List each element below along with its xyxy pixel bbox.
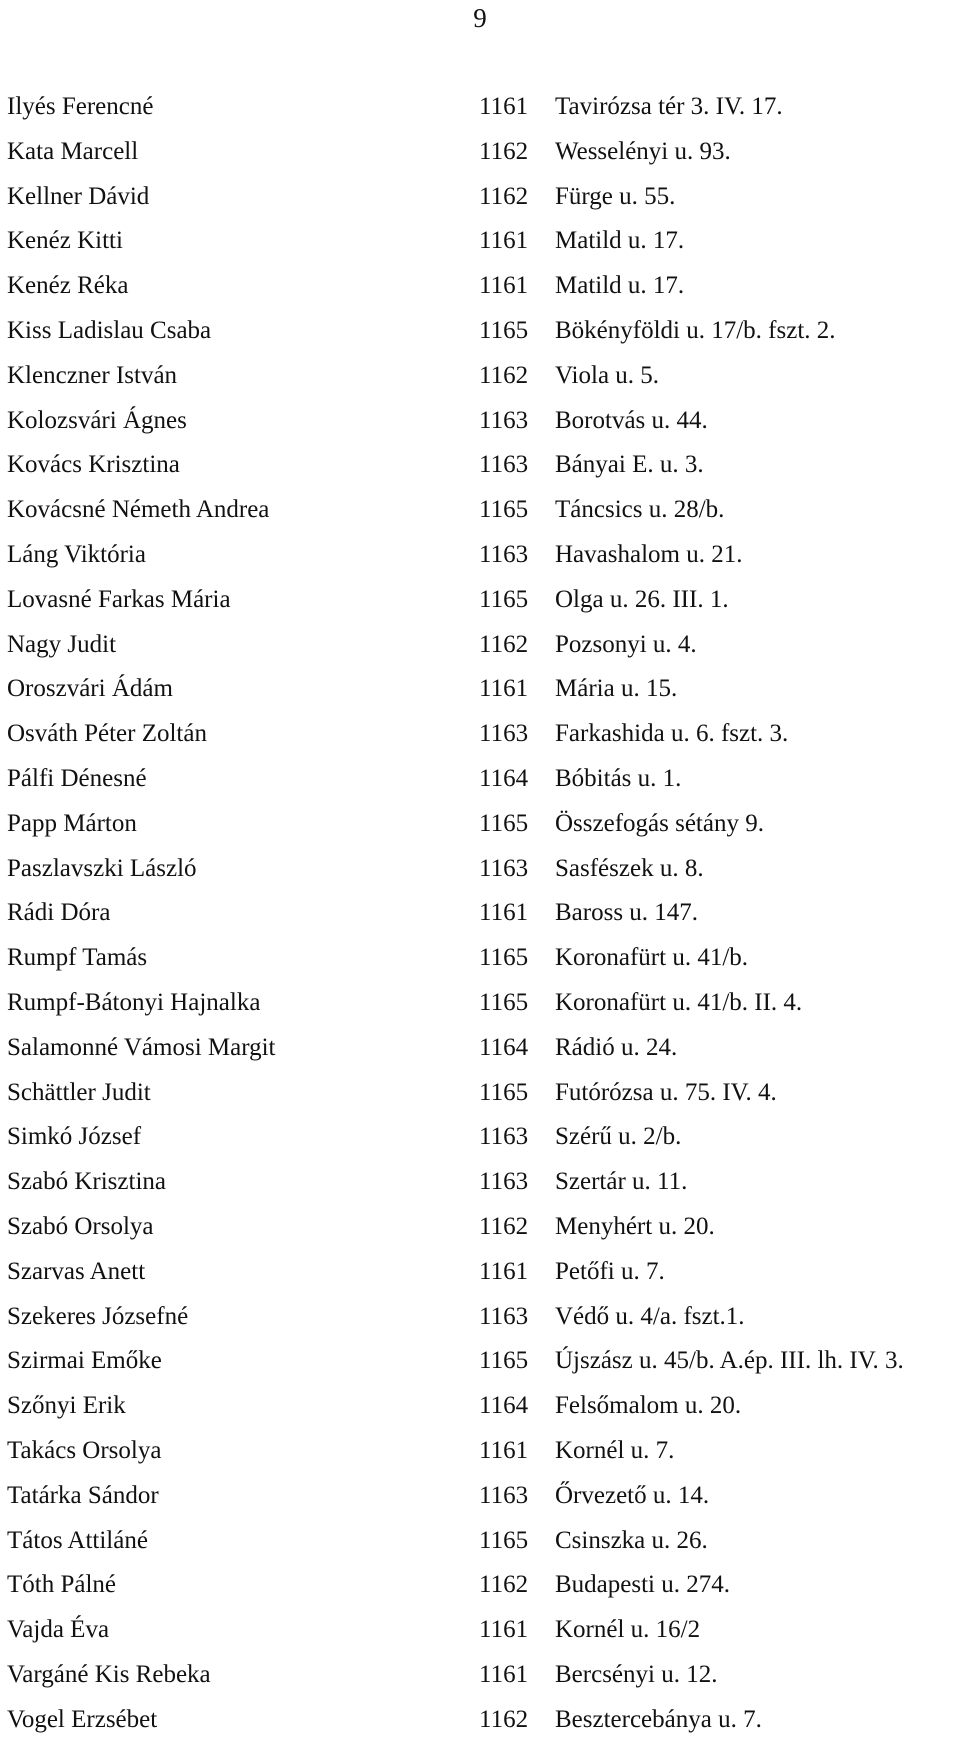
postal-code: 1161 (479, 1436, 529, 1464)
person-name: Paszlavszki László (7, 854, 197, 882)
person-name: Kenéz Kitti (7, 227, 123, 255)
postal-code: 1163 (479, 1481, 529, 1509)
street-address: Sasfészek u. 8. (555, 854, 704, 882)
list-item (0, 1122, 960, 1167)
list-item (0, 182, 960, 227)
postal-code: 1161 (479, 899, 529, 927)
postal-code: 1165 (479, 809, 529, 837)
person-name: Ilyés Ferencné (7, 93, 154, 120)
postal-code: 1162 (479, 1571, 529, 1599)
person-name: Kellner Dávid (7, 182, 150, 210)
list-item (0, 1570, 960, 1615)
person-name: Szirmai Emőke (7, 1347, 162, 1375)
postal-code: 1165 (479, 1347, 529, 1375)
postal-code: 1162 (479, 182, 529, 210)
street-address: Csinszka u. 26. (555, 1526, 708, 1554)
street-address: Őrvezető u. 14. (555, 1481, 710, 1509)
person-name: Vargáné Kis Rebeka (7, 1660, 211, 1688)
person-name: Lovasné Farkas Mária (7, 585, 231, 613)
street-address: Felsőmalom u. 20. (555, 1392, 742, 1420)
list-item (0, 1705, 960, 1749)
directory-list (0, 92, 960, 1749)
street-address: Besztercebánya u. 7. (555, 1705, 762, 1733)
list-item (0, 1078, 960, 1123)
list-item (0, 540, 960, 585)
person-name: Rádi Dóra (7, 899, 111, 927)
street-address: Koronafürt u. 41/b. II. 4. (555, 988, 803, 1016)
list-item (0, 1391, 960, 1436)
person-name: Rumpf-Bátonyi Hajnalka (7, 988, 261, 1016)
street-address: Petőfi u. 7. (555, 1257, 665, 1285)
street-address: Havashalom u. 21. (555, 540, 743, 568)
postal-code: 1161 (479, 93, 529, 120)
postal-code: 1163 (479, 540, 529, 568)
person-name: Vajda Éva (7, 1616, 110, 1644)
page-number: 9 (473, 3, 487, 33)
street-address: Olga u. 26. III. 1. (555, 585, 729, 613)
postal-code: 1163 (479, 1302, 529, 1330)
street-address: Farkashida u. 6. fszt. 3. (555, 720, 789, 748)
person-name: Kenéz Réka (7, 272, 129, 300)
street-address: Védő u. 4/a. fszt.1. (555, 1302, 745, 1330)
list-item (0, 271, 960, 316)
postal-code: 1163 (479, 1123, 529, 1151)
street-address: Szertár u. 11. (555, 1168, 688, 1196)
list-item (0, 1526, 960, 1571)
list-item (0, 361, 960, 406)
postal-code: 1161 (479, 1616, 529, 1644)
postal-code: 1164 (479, 1033, 529, 1061)
postal-code: 1163 (479, 720, 529, 748)
list-item (0, 1481, 960, 1526)
street-address: Wesselényi u. 93. (555, 137, 731, 165)
person-name: Szekeres Józsefné (7, 1302, 189, 1330)
person-name: Tóth Pálné (7, 1571, 117, 1599)
postal-code: 1164 (479, 764, 529, 792)
street-address: Futórózsa u. 75. IV. 4. (555, 1078, 777, 1106)
person-name: Tatárka Sándor (7, 1481, 159, 1509)
person-name: Vogel Erzsébet (7, 1705, 158, 1733)
list-item (0, 764, 960, 809)
postal-code: 1162 (479, 1212, 529, 1240)
list-item (0, 854, 960, 899)
list-item (0, 450, 960, 495)
person-name: Kovácsné Németh Andrea (7, 496, 270, 524)
postal-code: 1162 (479, 137, 529, 165)
person-name: Oroszvári Ádám (7, 675, 173, 703)
person-name: Takács Orsolya (7, 1436, 162, 1464)
person-name: Láng Viktória (7, 540, 146, 568)
street-address: Mária u. 15. (555, 675, 678, 703)
person-name: Papp Márton (7, 809, 137, 837)
street-address: Kornél u. 16/2 (555, 1616, 701, 1644)
person-name: Rumpf Tamás (7, 944, 148, 972)
postal-code: 1163 (479, 1168, 529, 1196)
person-name: Simkó József (7, 1123, 142, 1151)
person-name: Kolozsvári Ágnes (7, 406, 187, 434)
list-item (0, 1436, 960, 1481)
street-address: Bányai E. u. 3. (555, 451, 704, 479)
postal-code: 1165 (479, 1078, 529, 1106)
street-address: Viola u. 5. (555, 361, 660, 389)
person-name: Pálfi Dénesné (7, 764, 147, 792)
street-address: Matild u. 17. (555, 227, 685, 255)
postal-code: 1165 (479, 944, 529, 972)
list-item (0, 1033, 960, 1078)
street-address: Újszász u. 45/b. A.ép. III. lh. IV. 3. (555, 1347, 904, 1375)
postal-code: 1165 (479, 1526, 529, 1554)
postal-code: 1162 (479, 1705, 529, 1733)
list-item (0, 1302, 960, 1347)
list-item (0, 316, 960, 361)
street-address: Matild u. 17. (555, 272, 685, 300)
street-address: Összefogás sétány 9. (555, 809, 764, 837)
list-item (0, 1346, 960, 1391)
postal-code: 1165 (479, 988, 529, 1016)
list-item (0, 719, 960, 764)
list-item (0, 92, 960, 137)
list-item (0, 585, 960, 630)
street-address: Táncsics u. 28/b. (555, 496, 725, 524)
person-name: Osváth Péter Zoltán (7, 720, 207, 748)
postal-code: 1161 (479, 1660, 529, 1688)
postal-code: 1165 (479, 316, 529, 344)
list-item (0, 1257, 960, 1302)
list-item (0, 943, 960, 988)
postal-code: 1165 (479, 585, 529, 613)
list-item (0, 809, 960, 854)
person-name: Szőnyi Erik (7, 1392, 126, 1420)
street-address: Bóbitás u. 1. (555, 764, 682, 792)
street-address: Szérű u. 2/b. (555, 1123, 682, 1151)
street-address: Borotvás u. 44. (555, 406, 708, 434)
person-name: Kovács Krisztina (7, 451, 180, 479)
list-item (0, 406, 960, 451)
list-item (0, 988, 960, 1033)
street-address: Bökényföldi u. 17/b. fszt. 2. (555, 316, 836, 344)
street-address: Tavirózsa tér 3. IV. 17. (555, 93, 783, 120)
person-name: Tátos Attiláné (7, 1526, 148, 1554)
person-name: Nagy Judit (7, 630, 117, 658)
list-item (0, 495, 960, 540)
list-item (0, 137, 960, 182)
postal-code: 1161 (479, 675, 529, 703)
street-address: Pozsonyi u. 4. (555, 630, 697, 658)
street-address: Menyhért u. 20. (555, 1212, 715, 1240)
person-name: Szarvas Anett (7, 1257, 146, 1285)
postal-code: 1163 (479, 406, 529, 434)
postal-code: 1165 (479, 496, 529, 524)
street-address: Bercsényi u. 12. (555, 1660, 718, 1688)
postal-code: 1162 (479, 361, 529, 389)
person-name: Kata Marcell (7, 137, 139, 165)
person-name: Kiss Ladislau Csaba (7, 316, 212, 344)
street-address: Baross u. 147. (555, 899, 699, 927)
street-address: Fürge u. 55. (555, 182, 676, 210)
person-name: Szabó Orsolya (7, 1212, 154, 1240)
postal-code: 1163 (479, 854, 529, 882)
street-address: Rádió u. 24. (555, 1033, 678, 1061)
list-item (0, 1167, 960, 1212)
list-item (0, 674, 960, 719)
postal-code: 1161 (479, 272, 529, 300)
list-item (0, 898, 960, 943)
street-address: Koronafürt u. 41/b. (555, 944, 749, 972)
street-address: Budapesti u. 274. (555, 1571, 730, 1599)
person-name: Szabó Krisztina (7, 1168, 166, 1196)
person-name: Schättler Judit (7, 1078, 151, 1106)
person-name: Klenczner István (7, 361, 178, 389)
list-item (0, 1660, 960, 1705)
postal-code: 1163 (479, 451, 529, 479)
list-item (0, 1212, 960, 1257)
list-item (0, 1615, 960, 1660)
postal-code: 1161 (479, 227, 529, 255)
postal-code: 1164 (479, 1392, 529, 1420)
postal-code: 1161 (479, 1257, 529, 1285)
street-address: Kornél u. 7. (555, 1436, 675, 1464)
list-item (0, 226, 960, 271)
list-item (0, 630, 960, 675)
person-name: Salamonné Vámosi Margit (7, 1033, 276, 1061)
postal-code: 1162 (479, 630, 529, 658)
